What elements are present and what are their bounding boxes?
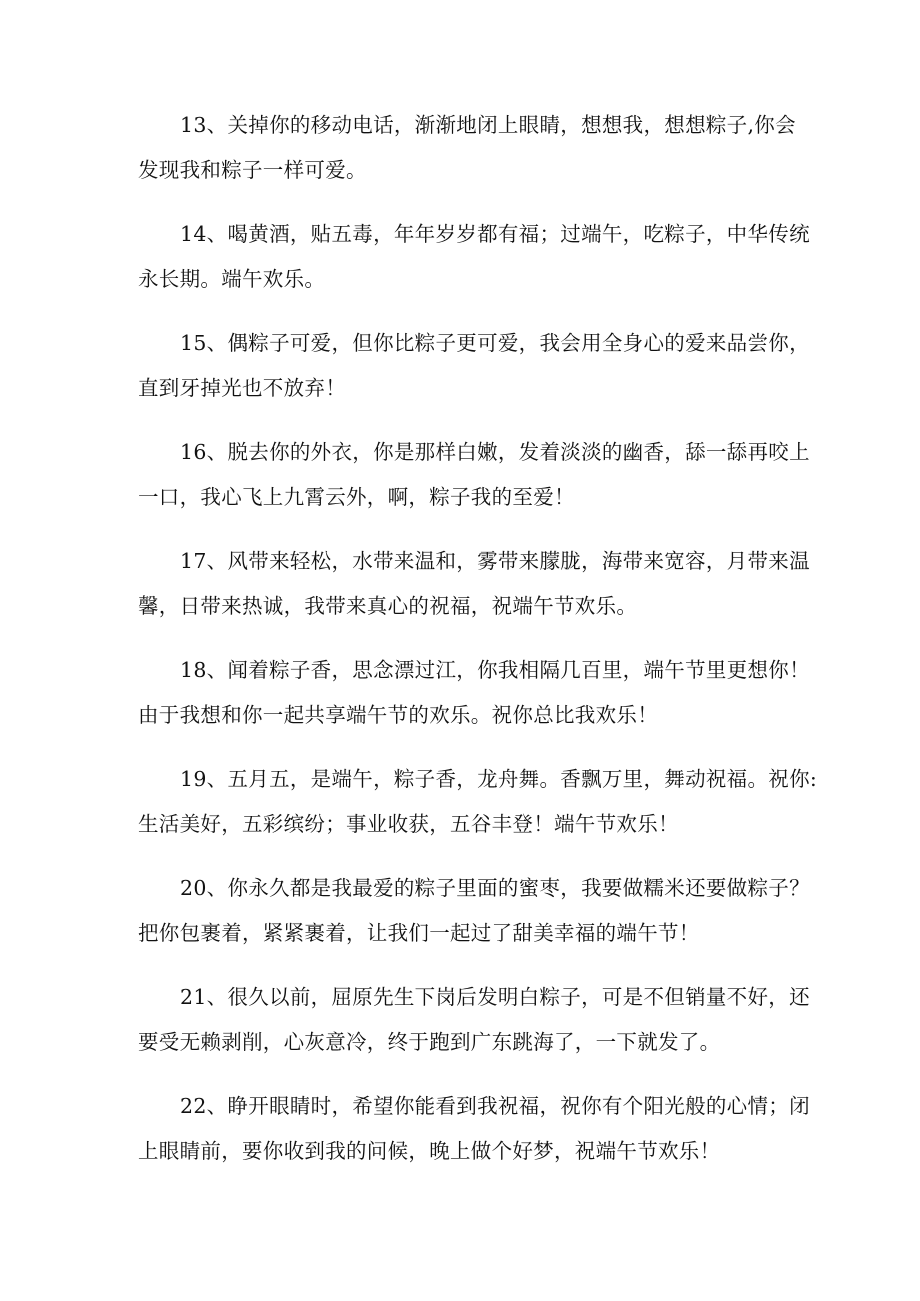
paragraph-22: [138, 1084, 810, 1174]
paragraph-18: [138, 648, 810, 738]
paragraph-line: 21、很久以前，屈原先生下岗后发明白粽子，可是不但销量不好，还: [180, 985, 810, 1009]
paragraph-line: 17、风带来轻松，水带来温和，雾带来朦胧，海带来宽容，月带来温: [180, 549, 810, 573]
paragraph-line: 生活美好，五彩缤纷；事业收获，五谷丰登！端午节欢乐！: [138, 812, 679, 836]
paragraph-line: 永长期。端午欢乐。: [138, 267, 326, 291]
paragraph-line: 馨，日带来热诚，我带来真心的祝福，祝端午节欢乐。: [138, 594, 638, 618]
paragraph-line: 22、睁开眼睛时，希望你能看到我祝福，祝你有个阳光般的心情；闭: [180, 1094, 810, 1118]
paragraph-line: 18、闻着粽子香，思念漂过江，你我相隔几百里，端午节里更想你！: [180, 658, 810, 682]
paragraph-line: 上眼睛前，要你收到我的问候，晚上做个好梦，祝端午节欢乐！: [138, 1139, 721, 1163]
paragraph-line: 把你包裹着，紧紧裹着，让我们一起过了甜美幸福的端午节！: [138, 921, 700, 945]
paragraph-line: 发现我和粽子一样可爱。: [138, 158, 367, 182]
paragraph-14: [138, 212, 810, 302]
paragraph-line: 要受无赖剥削，心灰意冷，终于跑到广东跳海了，一下就发了。: [138, 1030, 721, 1054]
paragraph-line: 直到牙掉光也不放弃！: [138, 376, 346, 400]
paragraph-20: [138, 866, 810, 956]
paragraph-21: [138, 975, 810, 1065]
paragraph-line: 20、你永久都是我最爱的粽子里面的蜜枣，我要做糯米还要做粽子？: [180, 876, 810, 900]
paragraph-line: 15、偶粽子可爱，但你比粽子更可爱，我会用全身心的爱来品尝你，: [180, 331, 810, 355]
paragraph-13: [138, 103, 796, 193]
paragraph-line: 一口，我心飞上九霄云外，啊，粽子我的至爱！: [138, 485, 575, 509]
paragraph-19: [138, 757, 818, 847]
paragraph-16: [138, 430, 810, 520]
paragraph-line: 19、五月五，是端午，粽子香，龙舟舞。香飘万里，舞动祝福。祝你:: [180, 767, 818, 791]
paragraph-line: 13、关掉你的移动电话，渐渐地闭上眼睛，想想我，想想粽子,你会: [180, 113, 796, 137]
paragraph-15: [138, 321, 810, 411]
paragraph-17: [138, 539, 810, 629]
paragraph-line: 由于我想和你一起共享端午节的欢乐。祝你总比我欢乐！: [138, 703, 658, 727]
paragraph-line: 16、脱去你的外衣，你是那样白嫩，发着淡淡的幽香，舔一舔再咬上: [180, 440, 810, 464]
paragraph-line: 14、喝黄酒，贴五毒，年年岁岁都有福；过端午，吃粽子，中华传统: [180, 222, 810, 246]
